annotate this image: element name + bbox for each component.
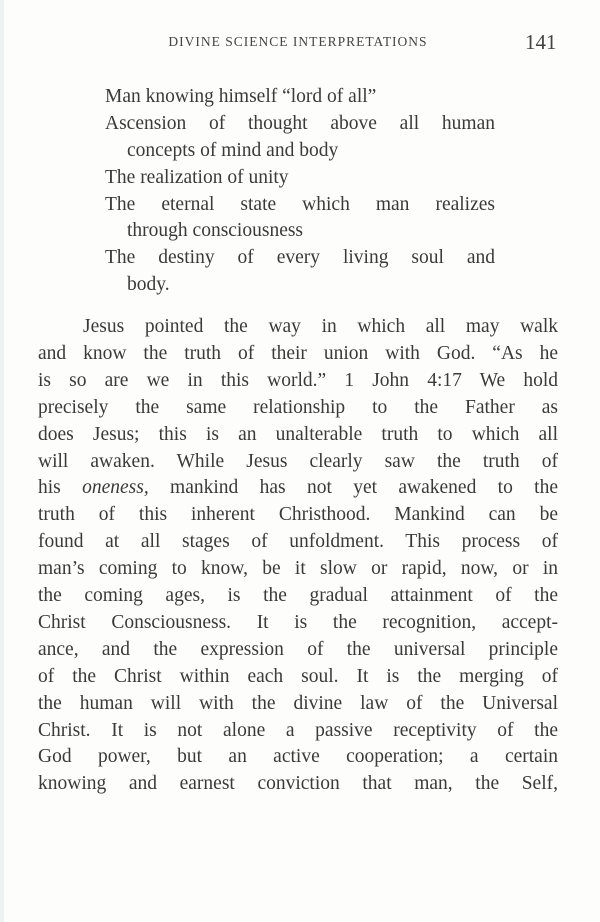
list-line: The destiny of every living soul and bbox=[105, 247, 495, 268]
paragraph-line: ance, and the expression of the universal principle bbox=[38, 638, 558, 660]
paragraph-line: does Jesus; this is an unalterable truth to which all bbox=[38, 423, 558, 445]
paragraph-line: man’s coming to know, be it slow or rapid, now, or in bbox=[38, 558, 558, 580]
list-line: body. bbox=[127, 274, 170, 295]
paragraph-line: knowing and earnest conviction that man, the Self, bbox=[38, 773, 558, 795]
paragraph-line: truth of this inherent Christhood. Mankind can be bbox=[38, 504, 558, 526]
paragraph-line: is so are we in this world.” 1 John 4:17 We hold bbox=[38, 369, 558, 391]
text-run: mankind has not yet awakened to the bbox=[148, 477, 558, 499]
list-line: through consciousness bbox=[127, 220, 304, 241]
paragraph-line: and know the truth of their union with God. “As he bbox=[38, 342, 558, 364]
list-line: Man knowing himself “lord of all” bbox=[105, 86, 377, 107]
paragraph-line: Jesus pointed the way in which all may walk bbox=[83, 316, 558, 337]
page-number: 141 bbox=[525, 30, 557, 54]
list-line: concepts of mind and body bbox=[127, 140, 339, 161]
list-line: Ascension of thought above all human bbox=[105, 113, 495, 134]
text-run: his bbox=[38, 477, 83, 499]
paragraph-line: the human will with the divine law of the Universal bbox=[38, 692, 558, 714]
paragraph-line: will awaken. While Jesus clearly saw the truth of bbox=[38, 450, 558, 472]
paragraph-line bbox=[38, 476, 558, 500]
page-edge bbox=[0, 0, 4, 922]
paragraph-line: the coming ages, is the gradual attainment of the bbox=[38, 585, 558, 606]
paragraph-line: of the Christ within each soul. It is the merging of bbox=[38, 665, 558, 687]
paragraph-line: God power, but an active cooperation; a certain bbox=[38, 746, 558, 768]
list-line: The realization of unity bbox=[105, 167, 289, 188]
paragraph-line: found at all stages of unfoldment. This process of bbox=[38, 531, 558, 553]
paragraph-line: Christ Consciousness. It is the recognition, accept- bbox=[38, 611, 558, 633]
list-line: The eternal state which man realizes bbox=[105, 194, 495, 215]
paragraph-line: precisely the same relationship to the Father as bbox=[38, 396, 558, 418]
italic-emphasis: oneness, bbox=[82, 477, 149, 499]
running-header: DIVINE SCIENCE INTERPRETATIONS bbox=[168, 34, 428, 49]
paragraph-line: Christ. It is not alone a passive receptivity of the bbox=[38, 719, 558, 741]
